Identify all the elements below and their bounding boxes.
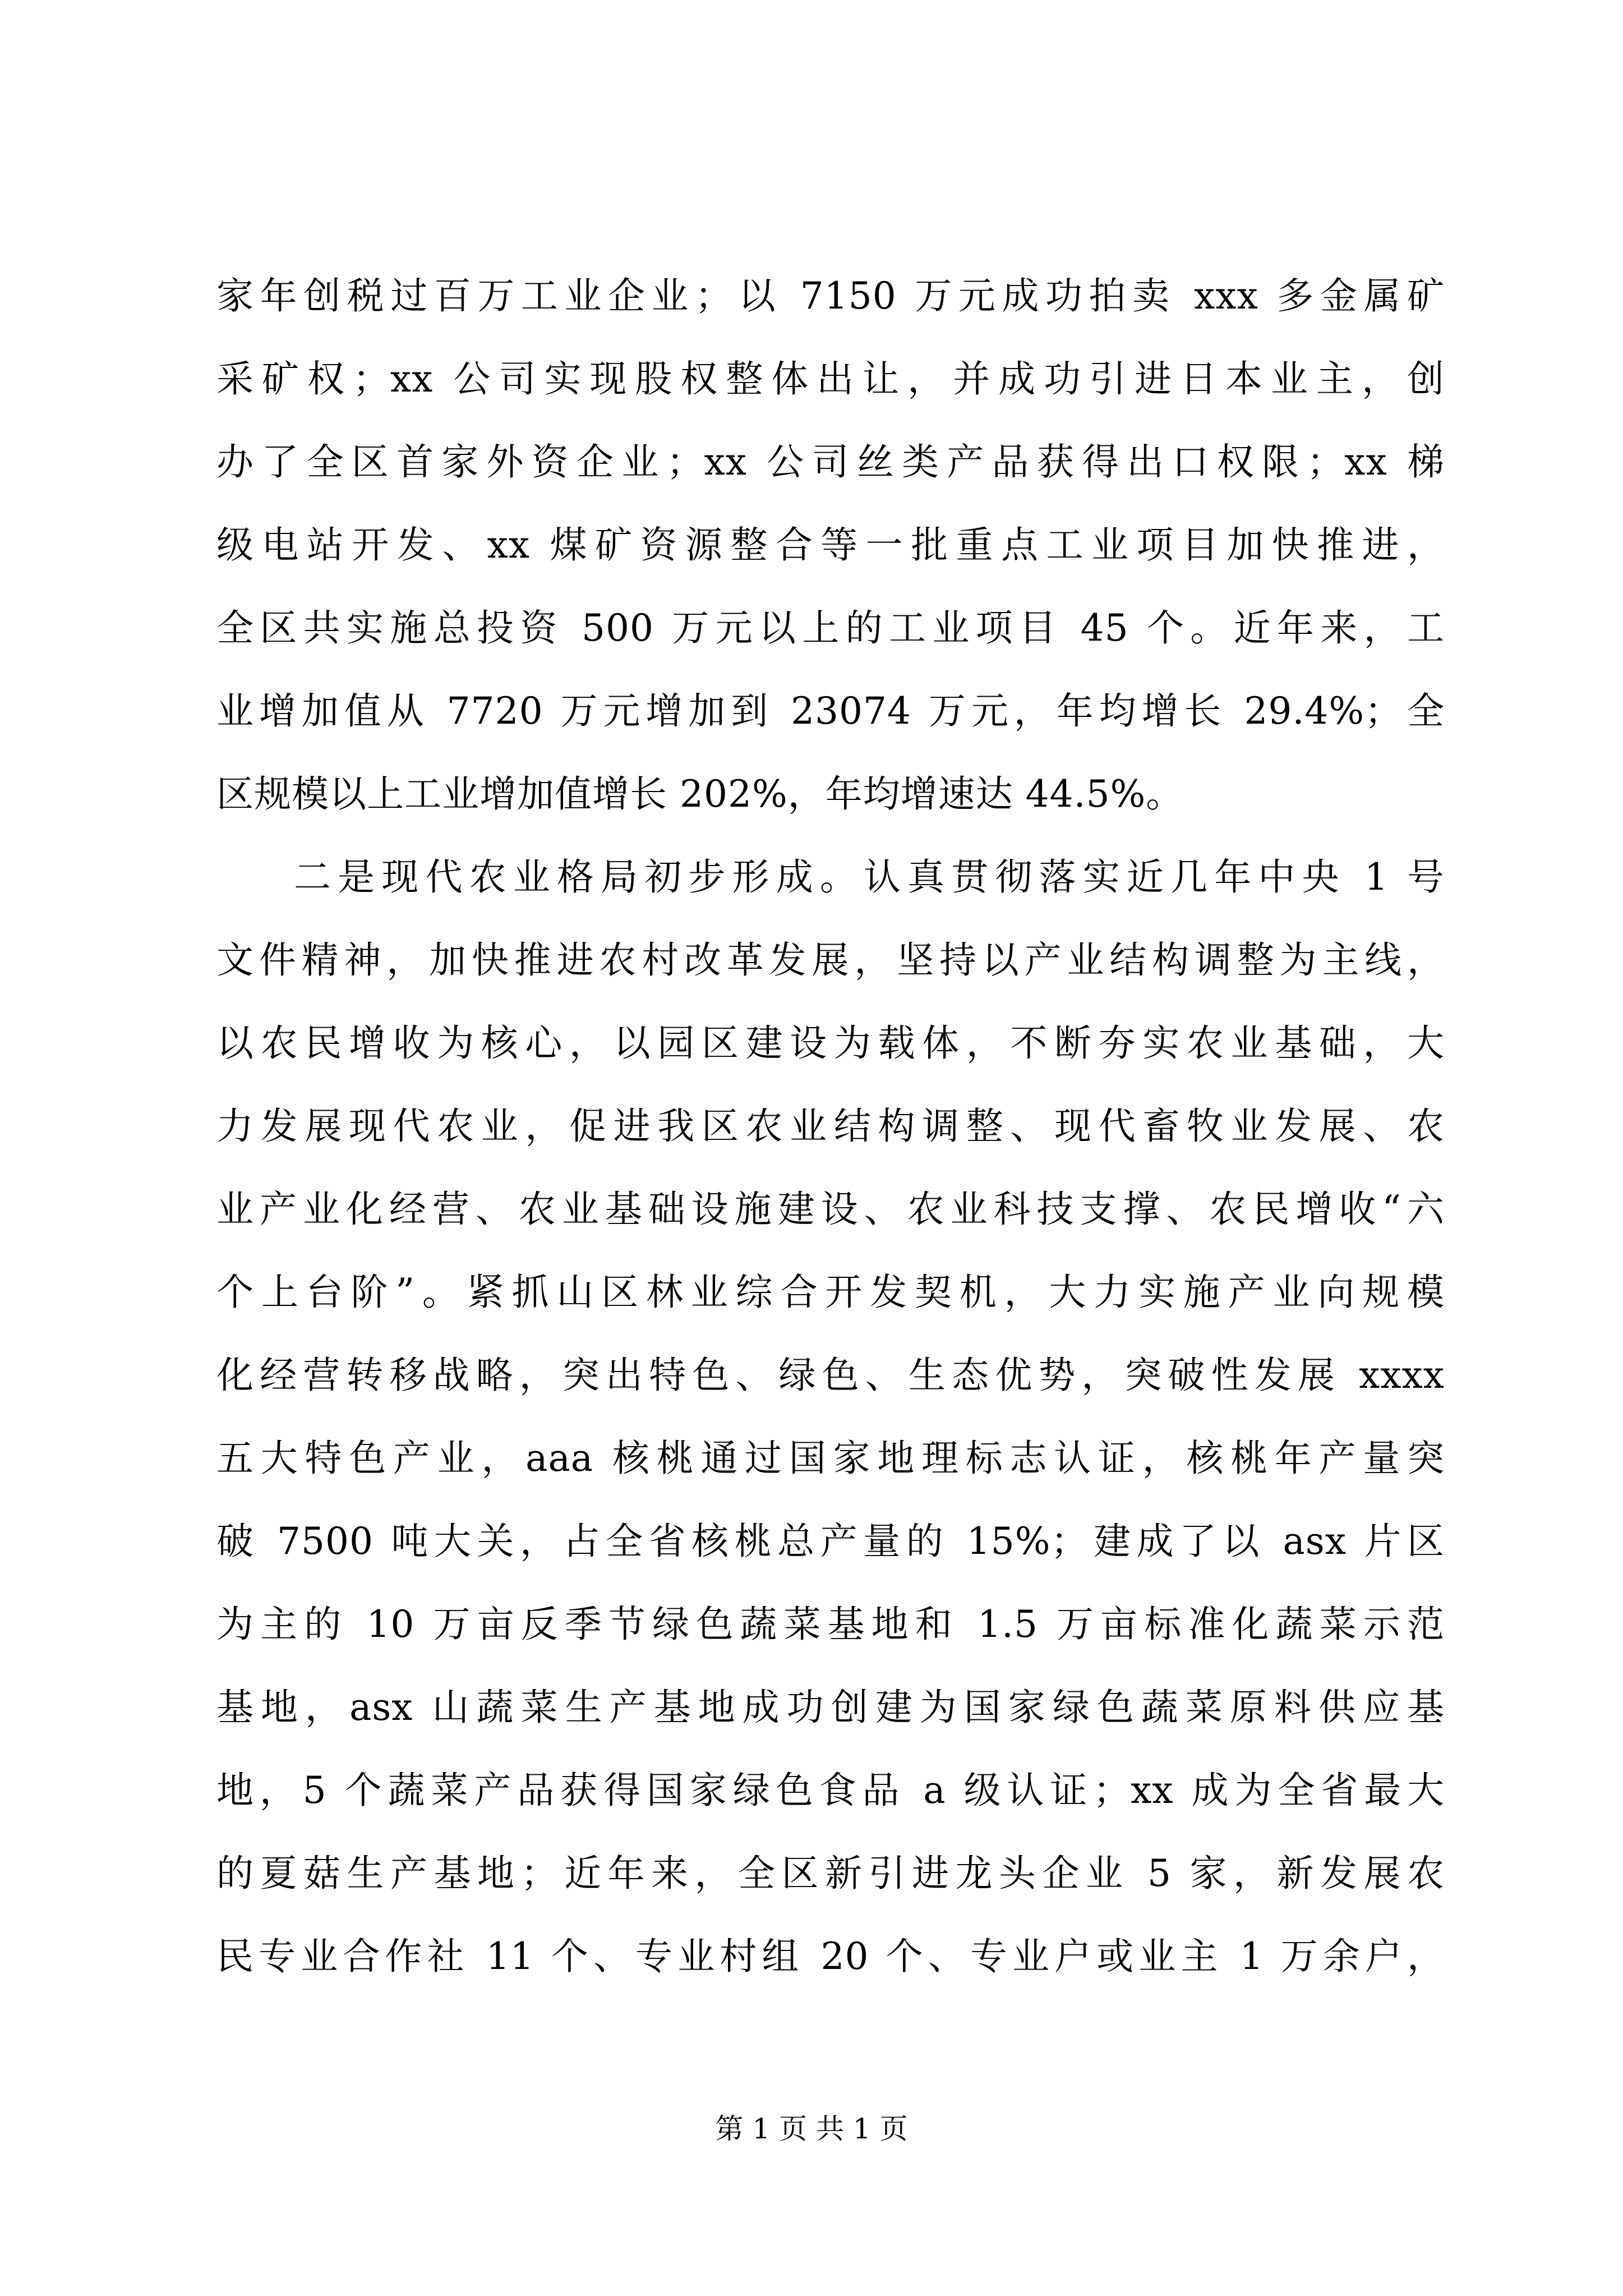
text-line: 个上台阶”。紧抓山区林业综合开发契机，大力实施产业向规模 (216, 1271, 1445, 1314)
text-line: 为主的 10 万亩反季节绿色蔬菜基地和 1.5 万亩标准化蔬菜示范 (216, 1603, 1445, 1646)
body-text (216, 255, 1445, 1998)
text-line: 业产业化经营、农业基础设施建设、农业科技支撑、农民增收“六 (216, 1188, 1445, 1231)
text-line: 家年创税过百万工业企业；以 7150 万元成功拍卖 xxx 多金属矿 (216, 274, 1445, 318)
text-line: 业增加值从 7720 万元增加到 23074 万元，年均增长 29.4%；全 (216, 689, 1445, 733)
text-line: 化经营转移战略，突出特色、绿色、生态优势，突破性发展 xxxx (216, 1354, 1445, 1397)
text-line: 办了全区首家外资企业；xx 公司丝类产品获得出口权限；xx 梯 (216, 440, 1445, 484)
text-line: 基地，asx 山蔬菜生产基地成功创建为国家绿色蔬菜原料供应基 (216, 1686, 1445, 1729)
text-line: 级电站开发、xx 煤矿资源整合等一批重点工业项目加快推进， (216, 523, 1445, 567)
text-line: 文件精神，加快推进农村改革发展，坚持以产业结构调整为主线， (216, 938, 1445, 982)
text-line: 区规模以上工业增加值增长 202%，年均增速达 44.5%。 (216, 772, 1184, 816)
text-line: 以农民增收为核心，以园区建设为载体，不断夯实农业基础，大 (216, 1022, 1445, 1065)
text-line: 采矿权；xx 公司实现股权整体出让，并成功引进日本业主，创 (216, 357, 1445, 401)
text-line: 破 7500 吨大关，占全省核桃总产量的 15%；建成了以 asx 片区 (216, 1520, 1445, 1563)
paragraph-start-line: 二是现代农业格局初步形成。认真贯彻落实近几年中央 1 号 (294, 855, 1445, 899)
page-number-footer: 第 1 页 共 1 页 (715, 2113, 908, 2145)
text-line: 全区共实施总投资 500 万元以上的工业项目 45 个。近年来，工 (216, 606, 1445, 650)
text-line: 地，5 个蔬菜产品获得国家绿色食品 a 级认证；xx 成为全省最大 (216, 1769, 1445, 1812)
text-line: 民专业合作社 11 个、专业村组 20 个、专业户或业主 1 万余户， (216, 1935, 1445, 1978)
text-line: 的夏菇生产基地；近年来，全区新引进龙头企业 5 家，新发展农 (216, 1852, 1445, 1895)
text-line: 五大特色产业，aaa 核桃通过国家地理标志认证，核桃年产量突 (216, 1437, 1445, 1480)
text-line: 力发展现代农业，促进我区农业结构调整、现代畜牧业发展、农 (216, 1105, 1445, 1148)
